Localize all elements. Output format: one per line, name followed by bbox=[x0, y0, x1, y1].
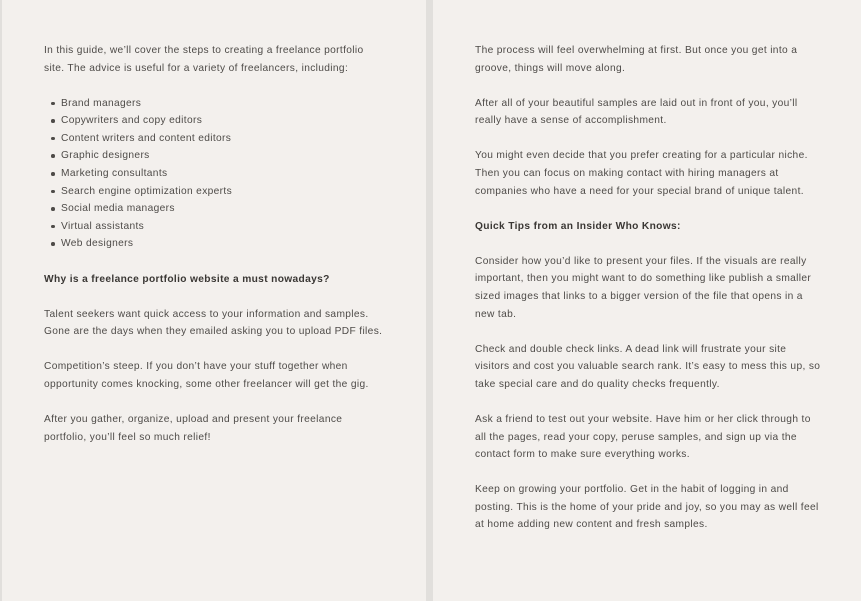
intro-paragraph: In this guide, we’ll cover the steps to creating a freelance portfolio site. The advice is useful for a variety of freelancers, including: bbox=[44, 45, 364, 74]
list-item: Copywriters and copy editors bbox=[61, 112, 386, 130]
paragraph: Talent seekers want quick access to your information and samples. Gone are the days when they emailed asking you to upload PDF files. bbox=[44, 308, 383, 338]
list-item: Brand managers bbox=[61, 95, 386, 113]
paragraph: The process will feel overwhelming at first. But once you get into a groove, things will move along. bbox=[475, 45, 798, 74]
list-item: Search engine optimization experts bbox=[61, 183, 386, 201]
paragraph: Competition’s steep. If you don’t have your stuff together when opportunity comes knocking, some other freelancer will get the gig. bbox=[44, 361, 369, 390]
paragraph: You might even decide that you prefer creating for a particular niche. Then you can focus on making contact with hiring managers at companies who have a need for your special brand of unique talent. bbox=[475, 150, 808, 197]
tip-paragraph: Consider how you’d like to present your files. If the visuals are really important, then you might want to do something like publish a smaller sized images that links to a bigger version of the file that opens in a new tab. bbox=[475, 255, 812, 320]
list-item: Content writers and content editors bbox=[61, 130, 386, 148]
section-heading-why: Why is a freelance portfolio website a must nowadays? bbox=[44, 273, 330, 285]
list-item: Web designers bbox=[61, 235, 386, 253]
section-heading-tips: Quick Tips from an Insider Who Knows: bbox=[475, 220, 681, 232]
list-item: Virtual assistants bbox=[61, 218, 386, 236]
list-item: Graphic designers bbox=[61, 147, 386, 165]
left-page bbox=[2, 0, 426, 601]
freelancer-types-list bbox=[44, 95, 386, 253]
paragraph: After you gather, organize, upload and present your freelance portfolio, you’ll feel so much relief! bbox=[44, 414, 343, 443]
list-item: Marketing consultants bbox=[61, 165, 386, 183]
tip-paragraph: Ask a friend to test out your website. Have him or her click through to all the pages, read your copy, peruse samples, and sign up via the contact form to make sure everything works. bbox=[475, 413, 811, 461]
list-item: Social media managers bbox=[61, 200, 386, 218]
right-page bbox=[433, 0, 861, 601]
tip-paragraph: Keep on growing your portfolio. Get in the habit of logging in and posting. This is the home of your pride and joy, so you may as well feel at home adding new content and fresh samples. bbox=[475, 484, 819, 531]
tip-paragraph: Check and double check links. A dead link will frustrate your site visitors and cost you valuable search rank. It’s easy to mess this up, so take special care and do quality checks frequently. bbox=[475, 343, 821, 390]
paragraph: After all of your beautiful samples are laid out in front of you, you’ll really have a sense of accomplishment. bbox=[475, 97, 798, 127]
